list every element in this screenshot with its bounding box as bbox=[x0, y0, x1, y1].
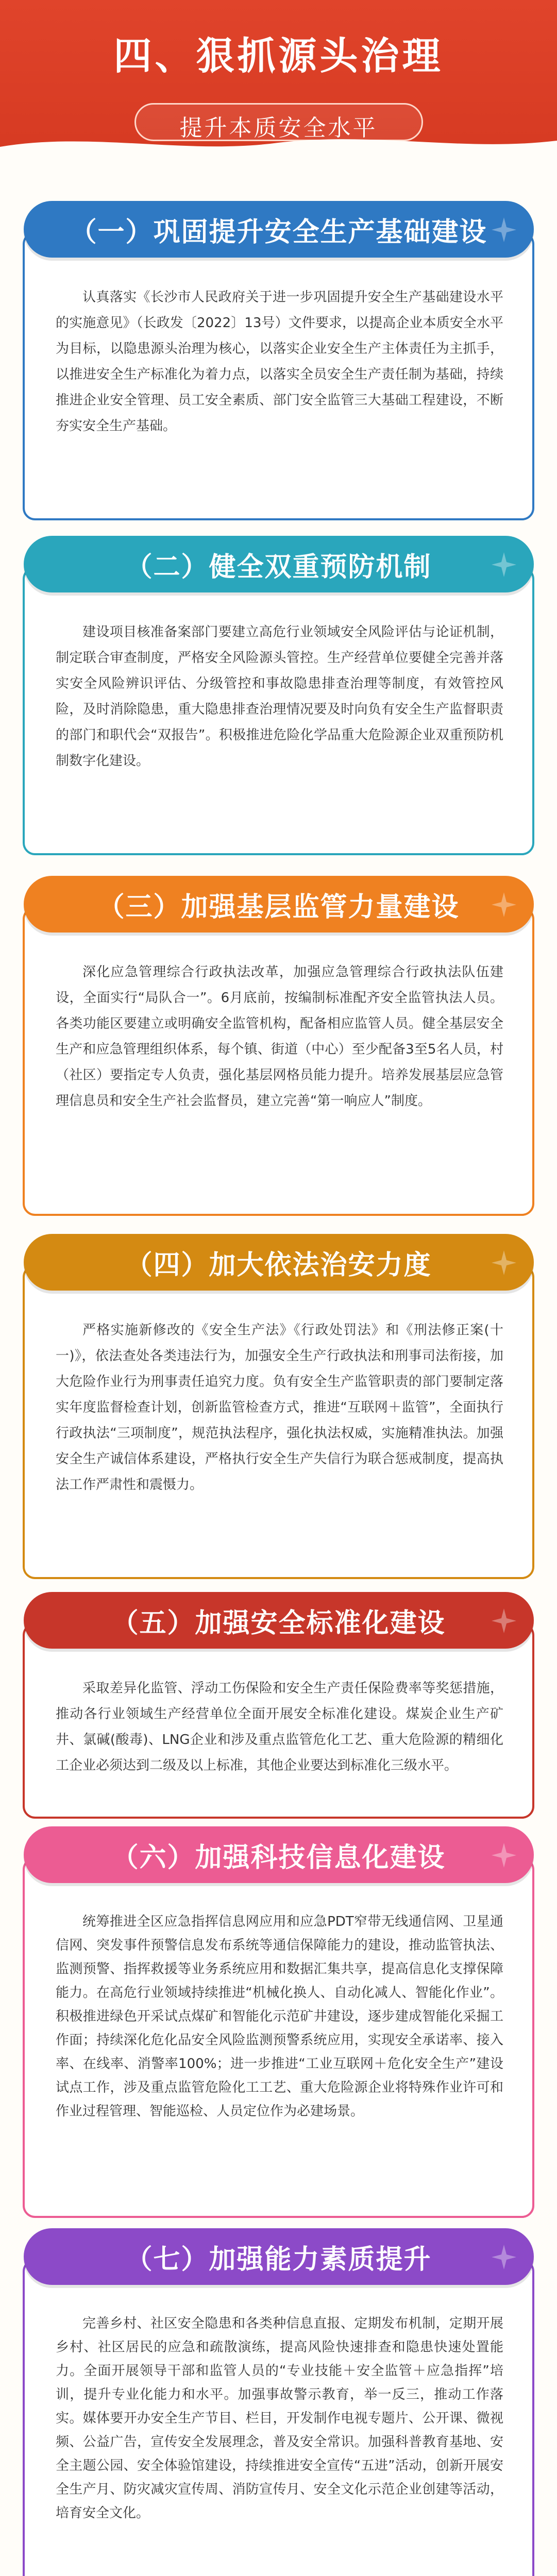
section-title: （二）健全双重预防机制 bbox=[125, 551, 432, 583]
section-title: （一）巩固提升安全生产基础建设 bbox=[70, 216, 487, 248]
section-body-text: 统筹推进全区应急指挥信息网应用和应急PDT窄带无线通信网、卫星通信网、突发事件预警信息发布系统等通信保障能力的建设，推动监管执法、监测预警、指挥救援等业务系统应用和数据汇集共享，提高信息化支撑保障能力。在高危行业领域持续推进“机械化换人、自动化减人、智能化作业”。积极推进绿色开采试点煤矿和智能化示范矿井建设，逐步建成智能化采掘工作面；持续深化危化品安全风险监测预警系统应用，实现安全承诺率、接入率、在线率、消警率100%；进一步推进“工业互联网＋危化安全生产”建设试点工作，涉及重点监管危险化工工艺、重大危险源企业将特殊作业许可和作业过程管理、智能巡检、人员定位作为必建场景。 bbox=[56, 1914, 503, 2119]
section-title: （七）加强能力素质提升 bbox=[125, 2244, 432, 2275]
section-card bbox=[23, 2259, 534, 2576]
header-wave-decoration bbox=[0, 131, 557, 155]
section-title: （三）加强基层监管力量建设 bbox=[97, 891, 460, 923]
section-card bbox=[23, 1265, 534, 1579]
section-heading bbox=[24, 1826, 534, 1883]
sparkle-icon bbox=[490, 1248, 518, 1277]
page-header bbox=[0, 0, 557, 155]
section-3 bbox=[0, 876, 557, 1226]
section-7 bbox=[0, 2228, 557, 2576]
section-card bbox=[23, 1857, 534, 2218]
page-title: 四、狠抓源头治理 bbox=[113, 34, 444, 78]
page-subtitle: 提升本质安全水平 bbox=[179, 115, 378, 141]
sparkle-icon bbox=[490, 1606, 518, 1635]
section-body-text: 采取差异化监管、浮动工伤保险和安全生产责任保险费率等奖惩措施，推动各行业领域生产经营单位全面开展安全标准化建设。煤炭企业生产矿井、氯碱(酸毒)、LNG企业和涉及重点监管危化工艺、重大危险源的精细化工企业必须达到二级及以上标准，其他企业要达到标准化三级水平。 bbox=[56, 1681, 503, 1773]
section-6 bbox=[0, 1826, 557, 2213]
section-body-text: 建设项目核准备案部门要建立高危行业领域安全风险评估与论证机制，制定联合审查制度，严格安全风险源头管控。生产经营单位要健全完善并落实安全风险辨识评估、分级管控和事故隐患排查治理等制度，有效管控风险，及时消除隐患，重大隐患排查治理情况要及时向负有安全生产监督职责的部门和职代会“双报告”。积极推进危险化学品重大危险源企业双重预防机制数字化建设。 bbox=[56, 624, 503, 769]
section-body-text: 认真落实《长沙市人民政府关于进一步巩固提升安全生产基础建设水平的实施意见》（长政发〔2022〕13号）文件要求，以提高企业本质安全水平为目标，以隐患源头治理为核心，以落实企业安全生产主体责任为主抓手，以推进安全生产标准化为着力点，以落实全员安全生产责任制为基础，持续推进企业安全管理、员工安全素质、部门安全监管三大基础工程建设，不断夯实安全生产基础。 bbox=[56, 290, 503, 434]
section-5 bbox=[0, 1592, 557, 1819]
sparkle-icon bbox=[490, 890, 518, 919]
section-card bbox=[23, 907, 534, 1216]
sparkle-icon bbox=[490, 215, 518, 244]
section-1 bbox=[0, 201, 557, 531]
section-body-text: 完善乡村、社区安全隐患和各类种信息直报、定期发布机制，定期开展乡村、社区居民的应急和疏散演练，提高风险快速排查和隐患快速处置能力。全面开展领导干部和监管人员的“专业技能＋安全监管＋应急指挥”培训，提升专业化能力和水平。加强事故警示教育，举一反三，推动工作落实。媒体要开办安全生产节目、栏目，开发制作电视专题片、公开课、微视频、公益广告，宣传安全发展理念，普及安全常识。加强科普教育基地、安全主题公园、安全体验馆建设，持续推进安全宣传“五进”活动，创新开展安全生产月、防灾减灾宣传周、消防宣传月、安全文化示范企业创建等活动，培育安全文化。 bbox=[56, 2316, 503, 2521]
section-title: （四）加大依法治安力度 bbox=[125, 1249, 432, 1281]
section-heading bbox=[24, 876, 534, 933]
section-heading bbox=[24, 2228, 534, 2285]
section-heading bbox=[24, 1234, 534, 1291]
sparkle-icon bbox=[490, 2243, 518, 2272]
section-title: （六）加强科技信息化建设 bbox=[111, 1842, 446, 1873]
section-heading bbox=[24, 1592, 534, 1649]
section-card bbox=[23, 1623, 534, 1819]
sparkle-icon bbox=[490, 1841, 518, 1870]
section-2 bbox=[0, 536, 557, 866]
section-title: （五）加强安全标准化建设 bbox=[111, 1607, 446, 1639]
section-4 bbox=[0, 1234, 557, 1584]
sparkle-icon bbox=[490, 550, 518, 579]
section-body-text: 严格实施新修改的《安全生产法》《行政处罚法》和《刑法修正案(十一)》，依法查处各类违法行为，加强安全生产行政执法和刑事司法衔接，加大危险作业行为刑事责任追究力度。负有安全生产监管职责的部门要制定落实年度监督检查计划，创新监管检查方式，推进“互联网＋监管”，全面执行行政执法“三项制度”，规范执法程序，强化执法权威，实施精准执法。加强安全生产诚信体系建设，严格执行安全生产失信行为联合惩戒制度，提高执法工作严肃性和震慑力。 bbox=[56, 1323, 503, 1493]
section-heading bbox=[24, 201, 534, 258]
section-card bbox=[23, 567, 534, 855]
section-heading bbox=[24, 536, 534, 592]
section-card bbox=[23, 232, 534, 520]
section-body-text: 深化应急管理综合行政执法改革，加强应急管理综合行政执法队伍建设，全面实行“局队合一”。6月底前，按编制标准配齐安全监管执法人员。各类功能区要建立或明确安全监管机构，配备相应监管人员。健全基层安全生产和应急管理组织体系，每个镇、街道（中心）至少配备3至5名人员，村（社区）要指定专人负责，强化基层网格员能力提升。培养发展基层应急管理信息员和安全生产社会监督员，建立完善“第一响应人”制度。 bbox=[56, 964, 503, 1109]
